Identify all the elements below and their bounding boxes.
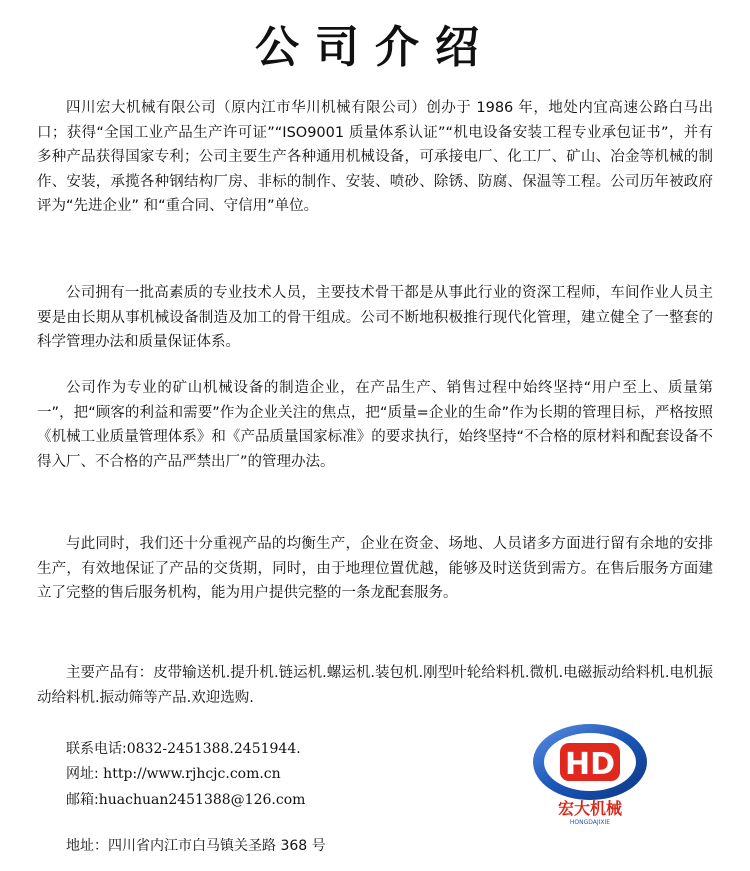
contact-website-link[interactable]: http://www.rjhcjc.com.cn <box>103 766 281 782</box>
contact-website-label: 网址: <box>66 766 104 782</box>
contact-website <box>66 765 281 783</box>
intro-paragraph-3: 公司作为专业的矿山机械设备的制造企业，在产品生产、销售过程中始终坚持“用户至上、质量第一”，把“顾客的利益和需要”作为企业关注的焦点，把“质量=企业的生命”作为长期的管理目标，严格按照《机械工业质量管理体系》和《产品质量国家标准》的要求执行，始终坚持“不合格的原材料和配套设备不得入厂、不合格的产品严禁出厂”的管理办法。 <box>37 380 713 470</box>
contact-address <box>66 837 326 855</box>
logo-pinyin: HONGDAJIXIE <box>569 819 611 826</box>
products-paragraph: 主要产品有：皮带输送机.提升机.链运机.螺运机.装包机.刚型叶轮给料机.微机.电磁振动给料机.电机振动给料机.振动筛等产品.欢迎选购. <box>37 665 713 706</box>
contact-phone-label: 联系电话: <box>66 741 127 757</box>
company-logo-graphic <box>530 718 650 830</box>
contact-address-label: 地址： <box>66 838 108 854</box>
contact-email-link[interactable]: huachuan2451388@126.com <box>98 792 306 808</box>
company-logo <box>530 718 650 830</box>
contact-email <box>66 791 305 809</box>
contact-phone <box>66 740 301 758</box>
logo-letters: HD <box>564 747 616 782</box>
page-title: 公司介绍 <box>255 22 495 73</box>
contact-phone-value: 0832-2451388.2451944. <box>126 741 301 757</box>
contact-address-value: 四川省内江市白马镇关圣路 368 号 <box>108 838 326 854</box>
logo-company-name: 宏大机械 <box>557 799 623 818</box>
intro-paragraph-2: 公司拥有一批高素质的专业技术人员，主要技术骨干都是从事此行业的资深工程师，车间作业人员主要是由长期从事机械设备制造及加工的骨干组成。公司不断地积极推行现代化管理，建立健全了一整套的科学管理办法和质量保证体系。 <box>37 285 713 350</box>
intro-paragraph-1: 四川宏大机械有限公司（原内江市华川机械有限公司）创办于 1986 年，地处内宜高速公路白马出口；获得“全国工业产品生产许可证”“ISO9001 质量体系认证”“机电设备安装工程专业承包证书”，并有多种产品获得国家专利；公司主要生产各种通用机械设备，可承接电厂、化工厂、矿山、冶金等机械的制作、安装，承揽各种钢结构厂房、非标的制作、安装、喷砂、除锈、防腐、保温等工程。公司历年被政府评为“先进企业” 和“重合同、守信用”单位。 <box>37 100 713 214</box>
intro-paragraph-4: 与此同时，我们还十分重视产品的均衡生产，企业在资金、场地、人员诸多方面进行留有余地的安排生产，有效地保证了产品的交货期，同时，由于地理位置优越，能够及时送货到需方。在售后服务方面建立了完整的售后服务机构，能为用户提供完整的一条龙配套服务。 <box>37 536 713 601</box>
contact-email-label: 邮箱: <box>66 792 99 808</box>
